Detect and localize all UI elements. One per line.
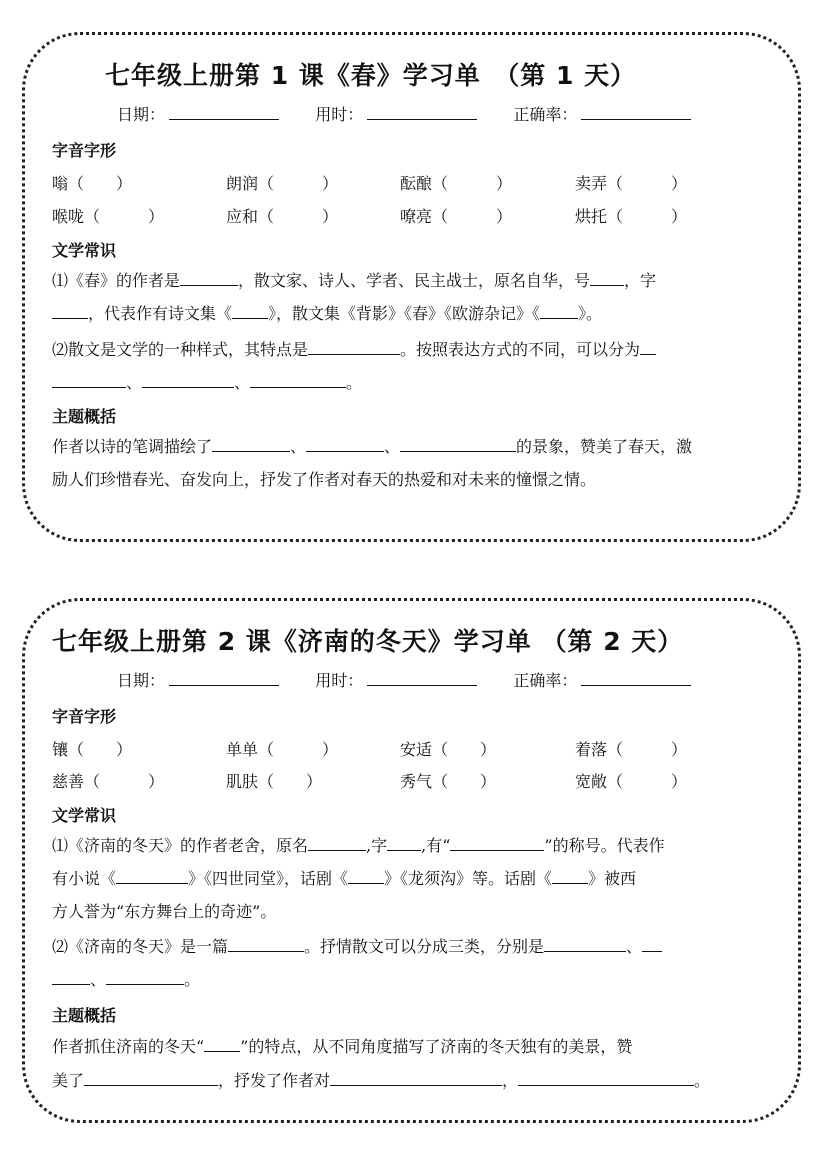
answer-blank[interactable] <box>116 866 188 884</box>
word-item: 安适（ ） <box>400 740 497 759</box>
answer-blank[interactable] <box>450 833 544 851</box>
word-item: 朗润（ ） <box>226 174 339 193</box>
answer-blank[interactable] <box>84 1068 218 1086</box>
sheet2-meta-row <box>117 668 691 691</box>
answer-blank[interactable] <box>52 370 126 388</box>
answer-blank[interactable] <box>306 434 384 452</box>
answer-blank[interactable] <box>142 370 234 388</box>
word-item: 镶（ ） <box>52 740 133 759</box>
answer-blank[interactable] <box>552 866 588 884</box>
time-label: 用时： <box>315 671 364 690</box>
time-label: 用时： <box>315 105 364 124</box>
answer-blank[interactable] <box>400 434 516 452</box>
word-item: 肌肤（ ） <box>226 772 323 791</box>
sheet1-title: 七年级上册第 1 课《春》学习单 （第 1 天） <box>105 61 637 90</box>
accuracy-field[interactable] <box>581 105 691 120</box>
section-literature: 文学常识 <box>52 241 117 260</box>
date-field[interactable] <box>169 105 279 120</box>
answer-blank[interactable] <box>228 934 304 952</box>
word-item: 单单（ ） <box>226 740 339 759</box>
question-1-line-1: ⑴《春》的作者是 ，散文家、诗人、学者、民主战士，原名自华，号 ，字 <box>52 264 656 297</box>
theme-line-2: 美了 ，抒发了作者对 ， 。 <box>52 1064 710 1097</box>
answer-blank[interactable] <box>308 337 400 355</box>
answer-blank[interactable] <box>518 1068 694 1086</box>
question-1-line-3: 方人誉为“东方舞台上的奇迹”。 <box>52 902 277 921</box>
answer-blank[interactable] <box>640 337 656 355</box>
word-item: 喉咙（ ） <box>52 207 165 226</box>
question-2-line-1: ⑵散文是文学的一种样式，其特点是 。按照表达方式的不同，可以分为 <box>52 333 656 366</box>
section-theme: 主题概括 <box>52 1006 117 1025</box>
word-item: 着落（ ） <box>575 740 688 759</box>
theme-line-2: 励人们珍惜春光、奋发向上，抒发了作者对春天的热爱和对未来的憧憬之情。 <box>52 470 597 489</box>
section-literature: 文学常识 <box>52 806 117 825</box>
answer-blank[interactable] <box>106 967 184 985</box>
answer-blank[interactable] <box>52 301 88 319</box>
time-field[interactable] <box>367 105 477 120</box>
word-item: 嗡（ ） <box>52 174 133 193</box>
answer-blank[interactable] <box>52 967 90 985</box>
word-item: 嘹亮（ ） <box>400 207 513 226</box>
question-1-line-1: ⑴《济南的冬天》的作者老舍，原名 ,字 ,有“ ”的称号。代表作 <box>52 829 665 862</box>
word-item: 卖弄（ ） <box>575 174 688 193</box>
answer-blank[interactable] <box>540 301 578 319</box>
sheet2-title: 七年级上册第 2 课《济南的冬天》学习单 （第 2 天） <box>52 627 684 656</box>
date-label: 日期： <box>117 105 166 124</box>
question-2-line-2: 、 。 <box>52 963 200 996</box>
answer-blank[interactable] <box>348 866 384 884</box>
sheet1-meta-row <box>117 102 691 125</box>
word-item: 秀气（ ） <box>400 772 497 791</box>
answer-blank[interactable] <box>308 833 366 851</box>
section-pronunciation: 字音字形 <box>52 707 117 726</box>
answer-blank[interactable] <box>642 934 662 952</box>
question-1-line-2: 有小说《 》《四世同堂》，话剧《 》《龙须沟》等。话剧《 》被西 <box>52 862 636 895</box>
word-item: 酝酿（ ） <box>400 174 513 193</box>
word-item: 宽敞（ ） <box>575 772 688 791</box>
accuracy-label: 正确率： <box>513 671 578 690</box>
section-pronunciation: 字音字形 <box>52 141 117 160</box>
answer-blank[interactable] <box>590 268 624 286</box>
word-item: 慈善（ ） <box>52 772 165 791</box>
word-item: 应和（ ） <box>226 207 339 226</box>
answer-blank[interactable] <box>330 1068 502 1086</box>
answer-blank[interactable] <box>212 434 290 452</box>
answer-blank[interactable] <box>544 934 626 952</box>
question-1-line-2: ，代表作有诗文集《 》，散文集《背影》《春》《欧游杂记》《 》。 <box>52 297 602 330</box>
answer-blank[interactable] <box>204 1034 240 1052</box>
question-2-line-1: ⑵《济南的冬天》是一篇 。抒情散文可以分成三类，分别是 、 <box>52 930 662 963</box>
answer-blank[interactable] <box>387 833 421 851</box>
answer-blank[interactable] <box>232 301 268 319</box>
word-item: 烘托（ ） <box>575 207 688 226</box>
answer-blank[interactable] <box>180 268 238 286</box>
date-label: 日期： <box>117 671 166 690</box>
theme-line-1: 作者抓住济南的冬天“ ”的特点，从不同角度描写了济南的冬天独有的美景，赞 <box>52 1030 632 1063</box>
section-theme: 主题概括 <box>52 407 117 426</box>
date-field[interactable] <box>169 671 279 686</box>
time-field[interactable] <box>367 671 477 686</box>
answer-blank[interactable] <box>250 370 346 388</box>
accuracy-label: 正确率： <box>513 105 578 124</box>
accuracy-field[interactable] <box>581 671 691 686</box>
theme-line-1: 作者以诗的笔调描绘了 、 、 的景象，赞美了春天，激 <box>52 430 692 463</box>
question-2-line-2: 、 、 。 <box>52 366 362 399</box>
